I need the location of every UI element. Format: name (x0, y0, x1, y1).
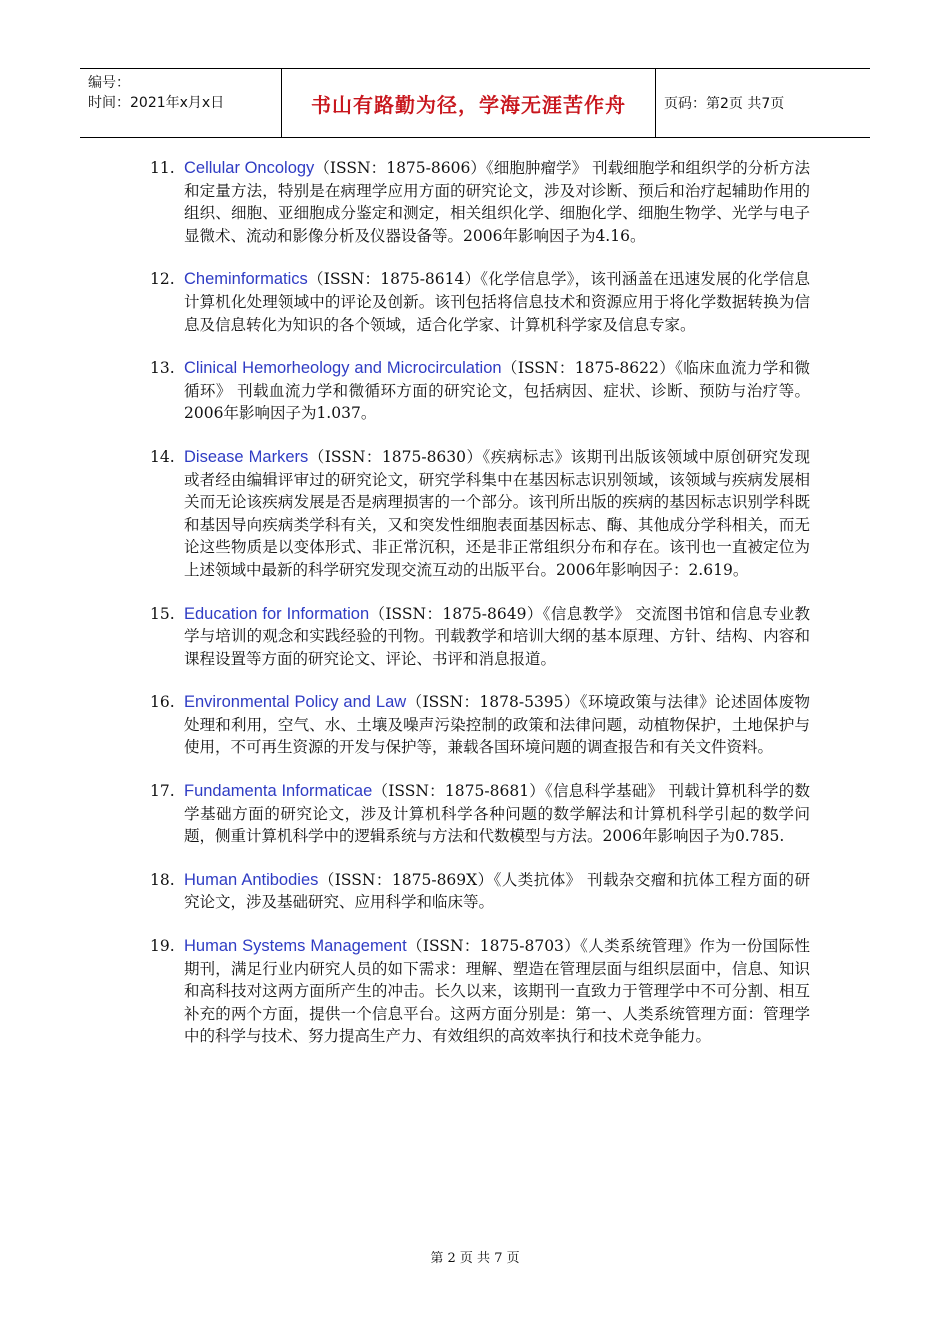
journal-description: （ISSN：1875-8681）《信息科学基础》 刊载计算机科学的数学基础方面的研究论文，涉及计算机科学各种问题的数学解法和计算机科学引起的数学问题，侧重计算机科学中的逻辑系统与方法和代数模型与方法。2006年影响因子为0.785. (184, 782, 810, 846)
journal-entry (150, 268, 810, 336)
journal-entry (150, 691, 810, 759)
page-header (80, 68, 870, 138)
entry-number: 19. (150, 937, 175, 956)
journal-description: （ISSN：1875-8614）《化学信息学》，该刊涵盖在迅速发展的化学信息计算机化处理领域中的评论及创新。该刊包括将信息技术和资源应用于将化学数据转换为信息及信息转化为知识的各个领域，适合化学家、计算机科学家及信息专家。 (184, 270, 810, 334)
journal-title: Disease Markers (184, 447, 309, 466)
journal-title: Cellular Oncology (184, 159, 315, 177)
journal-entry (150, 446, 810, 582)
journal-description: （ISSN：1875-8649）《信息教学》 交流图书馆和信息专业教学与培训的观念和实践经验的刊物。刊载教学和培训大纲的基本原理、方针、结构、内容和课程设置等方面的研究论文、评论、书评和消息报道。 (184, 604, 810, 668)
journal-description: （ISSN：1878-5395）《环境政策与法律》论述固体废物处理和利用，空气、水、土壤及噪声污染控制的政策和法律问题，动植物保护，土地保护与使用，不可再生资源的开发与保护等，兼载各国环境问题的调查报告和有关文件资料。 (184, 693, 810, 757)
header-slogan: 书山有路勤为径，学海无涯苦作舟 (282, 69, 656, 137)
journal-entry (150, 869, 810, 914)
entry-number: 11. (150, 159, 175, 177)
page-footer: 第 2 页 共 7 页 (430, 1251, 520, 1266)
journal-entry (150, 357, 810, 425)
journal-description: （ISSN：1875-8630）《疾病标志》该期刊出版该领域中原创研究发现或者经由编辑评审过的研究论文，研究学科集中在基因标志识别领域，该领域与疾病发展相关而无论该疾病发展是否是病理损害的一个部分。该刊所出版的疾病的基因标志识别学科既和基因导向疾病类学科有关，又和突发性细胞表面基因标志、酶、其他成分学科相关，而无论这些物质是以变体形式、非正常沉积，还是非正常组织分布和存在。该刊也一直被定位为上述领域中最新的科学研究发现交流互动的出版平台。2006年影响因子：2.619。 (184, 447, 810, 579)
journal-list (150, 157, 810, 1069)
journal-title: Clinical Hemorheology and Microcirculation (184, 359, 502, 378)
journal-title: Human Systems Management (184, 937, 407, 956)
journal-description: （ISSN：1875-869X）《人类抗体》 刊载杂交瘤和抗体工程方面的研究论文，涉及基础研究、应用科学和临床等。 (184, 870, 810, 912)
entry-number: 13. (150, 359, 175, 378)
journal-description: （ISSN：1875-8703）《人类系统管理》作为一份国际性期刊，满足行业内研究人员的如下需求：理解、塑造在管理层面与组织层面中，信息、知识和高科技对这两方面所产生的冲击。长久以来，该期刊一直致力于管理学中不可分割、相互补充的两个方面，提供一个信息平台。这两方面分别是：第一、人类系统管理方面：管理学中的科学与技术、努力提高生产力、有效组织的高效率执行和技术竞争能力。 (184, 937, 811, 1046)
journal-entry (150, 603, 810, 671)
journal-description: （ISSN：1875-8622）《临床血流力学和微循环》 刊载血流力学和微循环方面的研究论文，包括病因、症状、诊断、预防与治疗等。2006年影响因子为1.037。 (184, 359, 810, 423)
header-meta (80, 69, 282, 137)
entry-number: 17. (150, 782, 175, 801)
header-page-info: 页码：第2页 共7页 (664, 96, 785, 112)
journal-title: Fundamenta Informaticae (184, 782, 373, 801)
entry-number: 18. (150, 870, 175, 889)
entry-number: 16. (150, 693, 175, 712)
journal-title: Human Antibodies (184, 870, 319, 889)
entry-number: 15. (150, 604, 175, 623)
journal-entry (150, 157, 810, 247)
journal-title: Cheminformatics (184, 270, 308, 289)
journal-description: （ISSN：1875-8606）《细胞肿瘤学》 刊载细胞学和组织学的分析方法和定量方法，特别是在病理学应用方面的研究论文，涉及对诊断、预后和治疗起辅助作用的组织、细胞、亚细胞成分鉴定和测定，相关组织化学、细胞化学、细胞生物学、光学与电子显微术、流动和影像分析及仪器设备等。2006年影响因子为4.16。 (184, 159, 810, 245)
journal-entry (150, 780, 810, 848)
journal-title: Education for Information (184, 604, 370, 623)
entry-number: 14. (150, 447, 175, 466)
number-label: 编号： (88, 75, 130, 91)
journal-entry (150, 935, 810, 1048)
journal-title: Environmental Policy and Law (184, 693, 407, 712)
entry-number: 12. (150, 270, 175, 289)
date-label: 时间：2021年x月x日 (88, 95, 225, 111)
